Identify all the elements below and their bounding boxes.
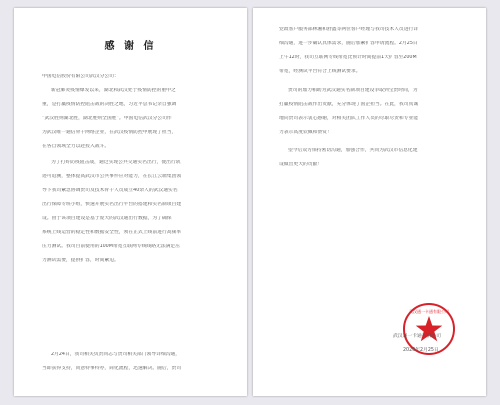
letter-line: 望今后双方保持密切沟通，加强合作，共同为武汉市信息化建: [288, 148, 418, 153]
letter-line: 压力测试。我司目前使用的100M带宽互联网专线线路无法满足压: [42, 244, 181, 249]
letter-line: 带宽，经测试平台符合上线测试要求。: [279, 69, 361, 74]
letter-line: 为了打好防疫阻击战，通过实现公共交通实名出行，使出行轨: [51, 160, 181, 165]
seal-text: 武汉通一卡通有限公司: [409, 309, 449, 314]
letter-line: 出行保障专班小组，快速开展实名出行平台的搭建和实名制项目建: [42, 202, 182, 207]
letter-line: 系统上线运营的稳定性和数据安全性，须在正式上线前进行高频率: [42, 230, 182, 235]
letter-line: 上午12时，我司互联网专线带宽比预计时间提前1天扩容至200M: [279, 55, 417, 60]
letter-line: 重，是打赢疫情防控阻击战的决胜之地，习近平总书记亲自强调: [42, 102, 177, 107]
signature-date: 2020年2月25日: [403, 348, 439, 353]
letter-line: 力测试需要，提供扩容，时间紧迫。: [42, 258, 119, 263]
signature-company: 武汉通一卡通有限公司: [393, 334, 441, 339]
letter-line: 打赢疫情阻击战作出贡献，充分体现了国企担当。在此，我司真诚: [279, 102, 419, 107]
letter-line: 地向贵司表示衷心感谢，对相关团队工作人员的尽职尽责和专业能: [279, 116, 419, 121]
seal-star-icon: [405, 305, 453, 353]
letter-line: “武汉胜则湖北胜，湖北胜则全国胜”。中国电信武汉分公司作: [42, 116, 172, 121]
letter-page-left: [14, 8, 247, 396]
letter-line: 贵司的鼎力相助为武汉通实名制项目建设争取到宝贵时间，为: [288, 88, 418, 93]
letter-line: 2月24日，我司相关负责同志与贵司相关部门领导详细沟通，: [51, 352, 181, 357]
letter-line: 为武汉唯一通信骨干网络企业，在武汉疫情防控中展现了担当，: [42, 130, 177, 135]
letter-line: 细沟通，进一步确认具体需求，随后加紧扩容申请流程。2月25日: [279, 41, 418, 46]
letter-line: 在各自领域全力以赴投入战斗。: [42, 144, 110, 149]
letter-line: 新冠肺炎疫情爆发以来，湖北和武汉处于疫情防控的重中之: [51, 88, 176, 93]
letter-line: 当即获得支持，同意特事特办，简化流程，迅速解决。随后，贵司: [42, 366, 182, 371]
letter-title: 感 谢 信: [104, 41, 157, 52]
letter-line: 党政客户服务部林湘和舒鑫等两位客户经理与我司技术人员进行详: [279, 27, 419, 32]
letter-line: 力表示高度钦佩和赞赏！: [279, 130, 332, 135]
letter-page-right: [253, 8, 486, 396]
letter-line: 迹可追溯，整体提高武汉市公共事件应对能力，在长江云端集团领: [42, 174, 182, 179]
letter-line: 导下我司紧急协调贵司及技术骨干人员成立40余人的武汉通实名: [42, 188, 178, 193]
letter-line: 设做出更大的贡献！: [279, 162, 323, 167]
letter-line: 设。由于该项目建设是基于庞大的武汉通出行数据，为了确保: [42, 216, 172, 221]
letter-salutation: 中国电信股份有限公司武汉分公司：: [42, 74, 119, 79]
